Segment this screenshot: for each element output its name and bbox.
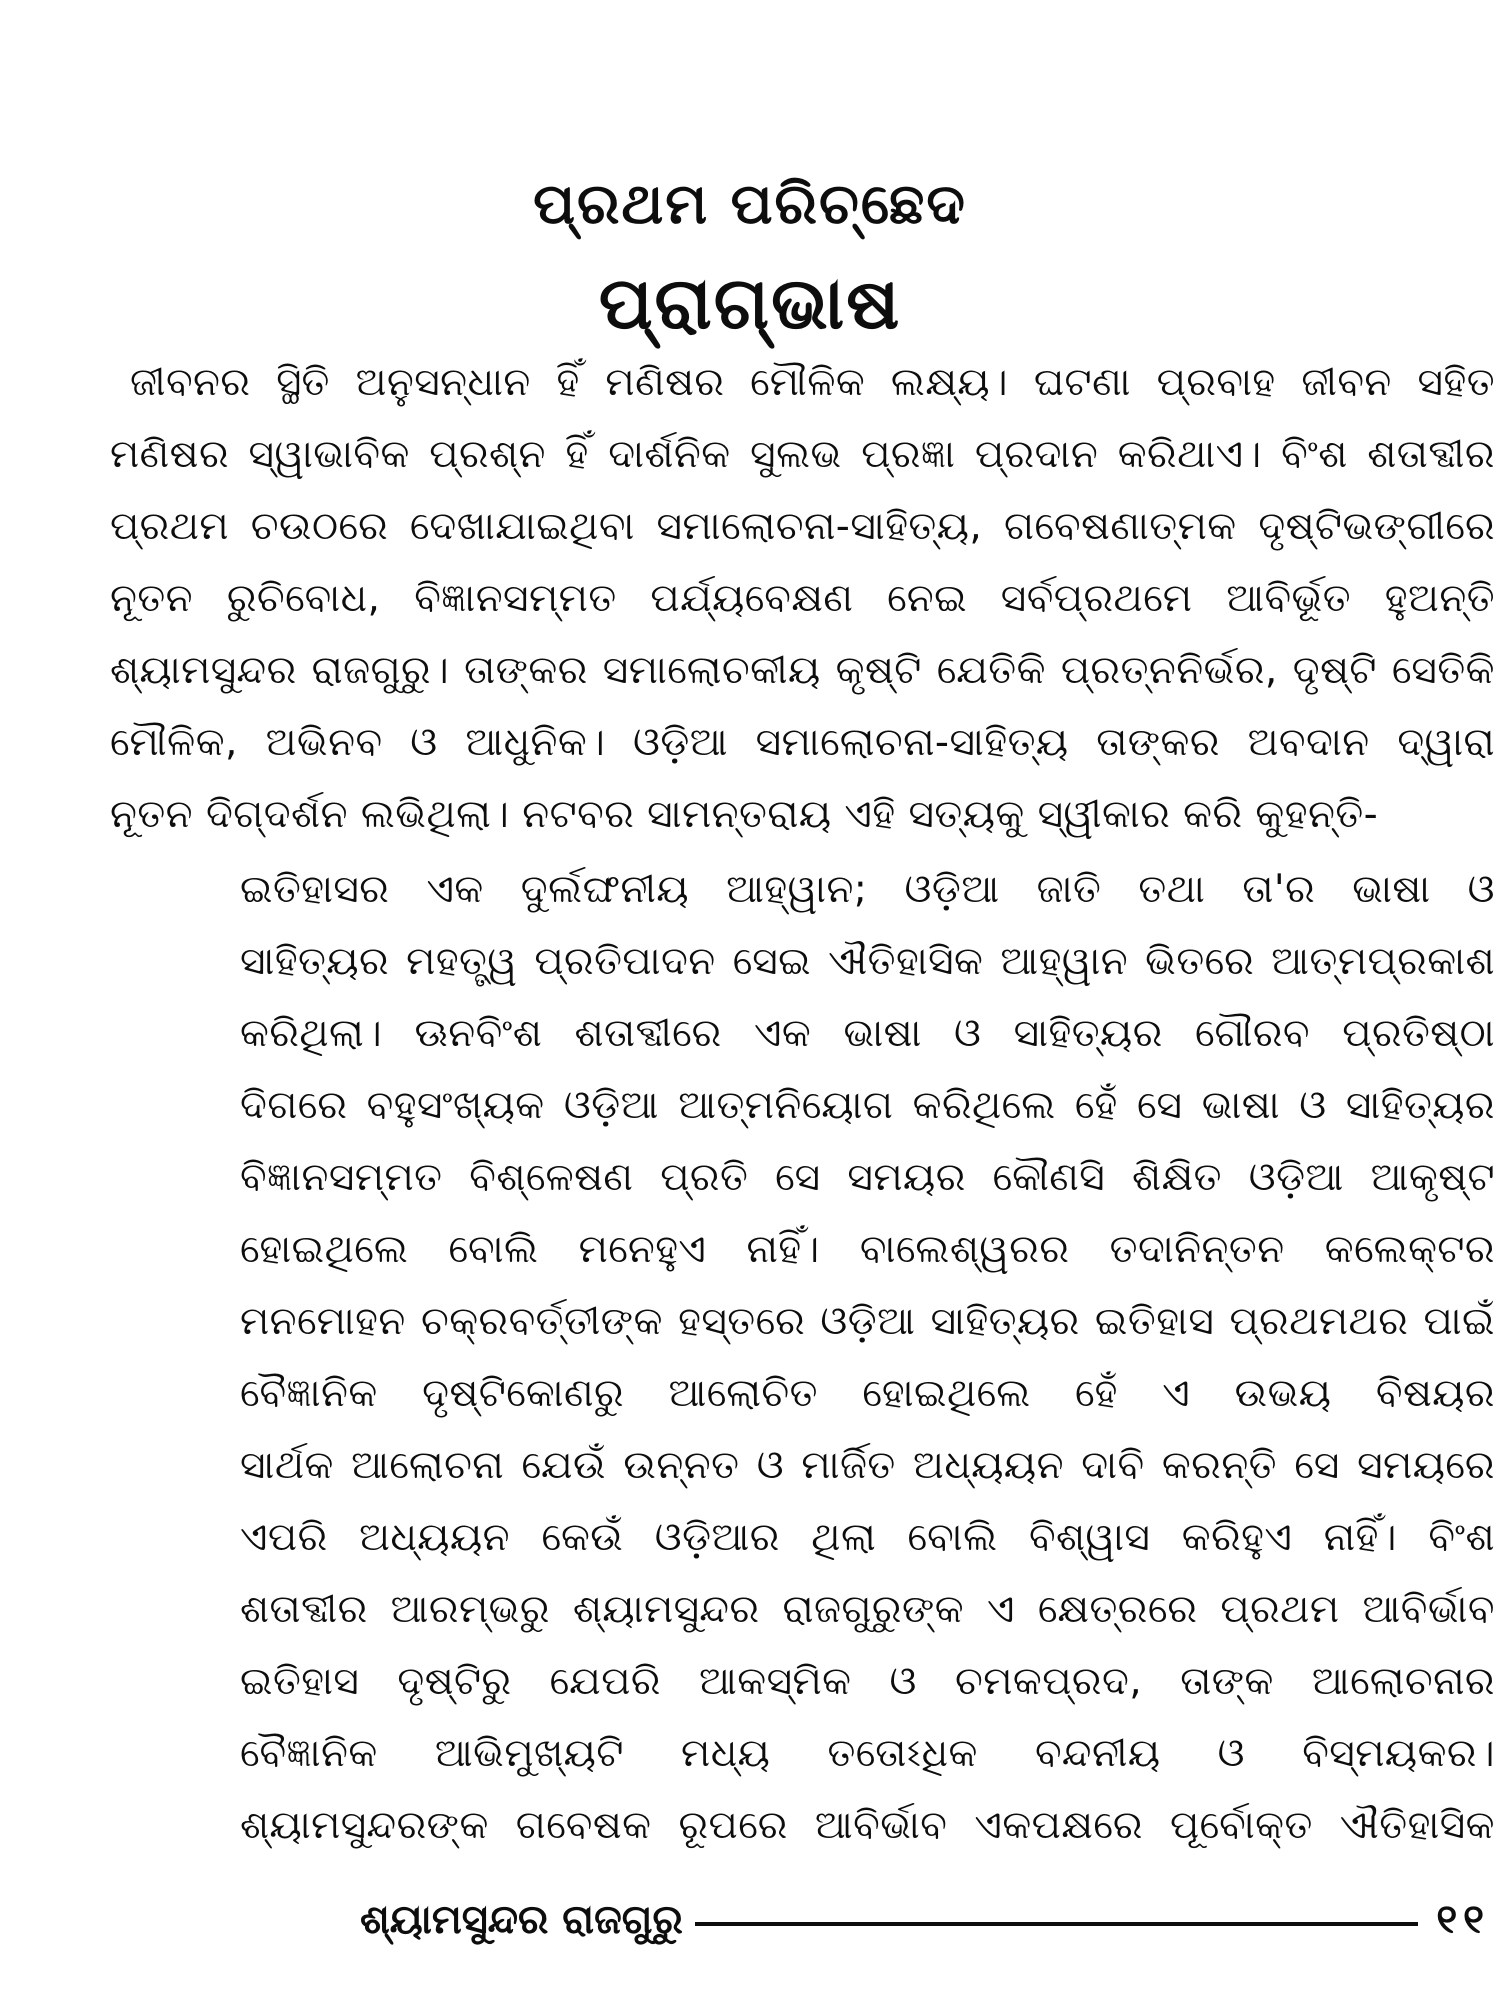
paragraph-line: ନୂତନ ଦିଗ୍‌ଦର୍ଶନ ଲଭିଥିଲା। ନଟବର ସାମନ୍ତରାୟ ଏହି ସତ୍ୟକୁ ସ୍ୱୀକାର କରି କୁହନ୍ତି- [110, 792, 1379, 837]
footer-rule [695, 1922, 1419, 1926]
quote-line: ଏପରି ଅଧ୍ୟୟନ କେଉଁ ଓଡ଼ିଆର ଥିଲା ବୋଲି ବିଶ୍ୱାସ କରିହୁଏ ନାହିଁ। ବିଂଶ [240, 1515, 1495, 1560]
page-footer [360, 1890, 1490, 1950]
chapter-heading: ପ୍ରଥମ ପରିଚ୍ଛେଦ [533, 172, 967, 237]
paragraph-line: ଜୀବନର ସ୍ଥିତି ଅନୁସନ୍ଧାନ ହିଁ ମଣିଷର ମୌଳିକ ଲକ୍ଷ୍ୟ। ଘଟଣା ପ୍ରବାହ ଜୀବନ ସହିତ [130, 360, 1495, 405]
paragraph-line: ଶ୍ୟାମସୁନ୍ଦର ରାଜଗୁରୁ। ତାଙ୍କର ସମାଲୋଚକୀୟ କୃଷ୍ଟି ଯେତିକି ପ୍ରତ୍ନନିର୍ଭର, ଦୃଷ୍ଟି ସେତିକି [110, 648, 1495, 693]
quote-line: ସାର୍ଥକ ଆଲୋଚନା ଯେଉଁ ଉନ୍ନତ ଓ ମାର୍ଜିତ ଅଧ୍ୟୟନ ଦାବି କରନ୍ତି ସେ ସମୟରେ [240, 1443, 1495, 1488]
paragraph-line: ନୂତନ ରୁଚିବୋଧ, ବିଜ୍ଞାନସମ୍ମତ ପର୍ଯ୍ୟବେକ୍ଷଣ ନେଇ ସର୍ବପ୍ରଥମେ ଆବିର୍ଭୂତ ହୁଅନ୍ତି [110, 576, 1495, 621]
quote-line: ହୋଇଥିଲେ ବୋଲି ମନେହୁଏ ନାହିଁ। ବାଲେଶ୍ୱରର ତଦାନିନ୍ତନ କଲେକ୍ଟର [240, 1227, 1495, 1272]
quote-line: ମନମୋହନ ଚକ୍ରବର୍ତ୍ତୀଙ୍କ ହସ୍ତରେ ଓଡ଼ିଆ ସାହିତ୍ୟର ଇତିହାସ ପ୍ରଥମଥର ପାଇଁ [240, 1299, 1495, 1344]
paragraph-line: ପ୍ରଥମ ଚଉଠରେ ଦେଖାଯାଇଥିବା ସମାଲୋଚନା-ସାହିତ୍ୟ, ଗବେଷଣାତ୍ମକ ଦୃଷ୍ଟିଭଙ୍ଗୀରେ [110, 504, 1495, 549]
quote-line: ବୈଜ୍ଞାନିକ ଦୃଷ୍ଟିକୋଣରୁ ଆଲୋଚିତ ହୋଇଥିଲେ ହେଁ ଏ ଉଭୟ ବିଷୟର [240, 1371, 1495, 1416]
paragraph-line: ମଣିଷର ସ୍ୱାଭାବିକ ପ୍ରଶ୍ନ ହିଁ ଦାର୍ଶନିକ ସୁଲଭ ପ୍ରଜ୍ଞା ପ୍ରଦାନ କରିଥାଏ। ବିଂଶ ଶତାବ୍ଦୀର [110, 432, 1495, 477]
quote-line: ସାହିତ୍ୟର ମହତ୍ତ୍ୱ ପ୍ରତିପାଦନ ସେଇ ଐତିହାସିକ ଆହ୍ୱାନ ଭିତରେ ଆତ୍ମପ୍ରକାଶ [240, 939, 1495, 984]
quote-line: ଇତିହାସର ଏକ ଦୁର୍ଲଙ୍ଘନୀୟ ଆହ୍ୱାନ; ଓଡ଼ିଆ ଜାତି ତଥା ତା'ର ଭାଷା ଓ [240, 867, 1495, 912]
quote-line: ଦିଗରେ ବହୁସଂଖ୍ୟକ ଓଡ଼ିଆ ଆତ୍ମନିୟୋଗ କରିଥିଲେ ହେଁ ସେ ଭାଷା ଓ ସାହିତ୍ୟର [240, 1083, 1495, 1128]
quote-line: ଶ୍ୟାମସୁନ୍ଦରଙ୍କ ଗବେଷକ ରୂପରେ ଆବିର୍ଭାବ ଏକପକ୍ଷରେ ପୂର୍ବୋକ୍ତ ଐତିହାସିକ [240, 1803, 1495, 1848]
running-footer-title: ଶ୍ୟାମସୁନ୍ଦର ରାଜଗୁରୁ [360, 1897, 683, 1943]
quote-line: ବିଜ୍ଞାନସମ୍ମତ ବିଶ୍ଳେଷଣ ପ୍ରତି ସେ ସମୟର କୌଣସି ଶିକ୍ଷିତ ଓଡ଼ିଆ ଆକୃଷ୍ଟ [240, 1155, 1495, 1200]
quote-line: ଇତିହାସ ଦୃଷ୍ଟିରୁ ଯେପରି ଆକସ୍ମିକ ଓ ଚମକପ୍ରଦ, ତାଙ୍କ ଆଲୋଚନାର [240, 1659, 1495, 1704]
quote-line: କରିଥିଲା। ଊନବିଂଶ ଶତାବ୍ଦୀରେ ଏକ ଭାଷା ଓ ସାହିତ୍ୟର ଗୌରବ ପ୍ରତିଷ୍ଠା [240, 1011, 1495, 1056]
quote-line: ଶତାବ୍ଦୀର ଆରମ୍ଭରୁ ଶ୍ୟାମସୁନ୍ଦର ରାଜଗୁରୁଙ୍କ ଏ କ୍ଷେତ୍ରରେ ପ୍ରଥମ ଆବିର୍ଭାବ [240, 1587, 1495, 1632]
quote-line: ବୈଜ୍ଞାନିକ ଆଭିମୁଖ୍ୟଟି ମଧ୍ୟ ତତୋଽଧିକ ବନ୍ଦନୀୟ ଓ ବିସ୍ମୟକର। [240, 1731, 1495, 1776]
page-number: ୧୧ [1436, 1897, 1490, 1943]
chapter-title: ପ୍ରାଗ୍‌ଭାଷ [598, 261, 902, 345]
paragraph-line: ମୌଳିକ, ଅଭିନବ ଓ ଆଧୁନିକ। ଓଡ଼ିଆ ସମାଲୋଚନା-ସାହିତ୍ୟ ତାଙ୍କର ଅବଦାନ ଦ୍ୱାରା [110, 720, 1495, 765]
